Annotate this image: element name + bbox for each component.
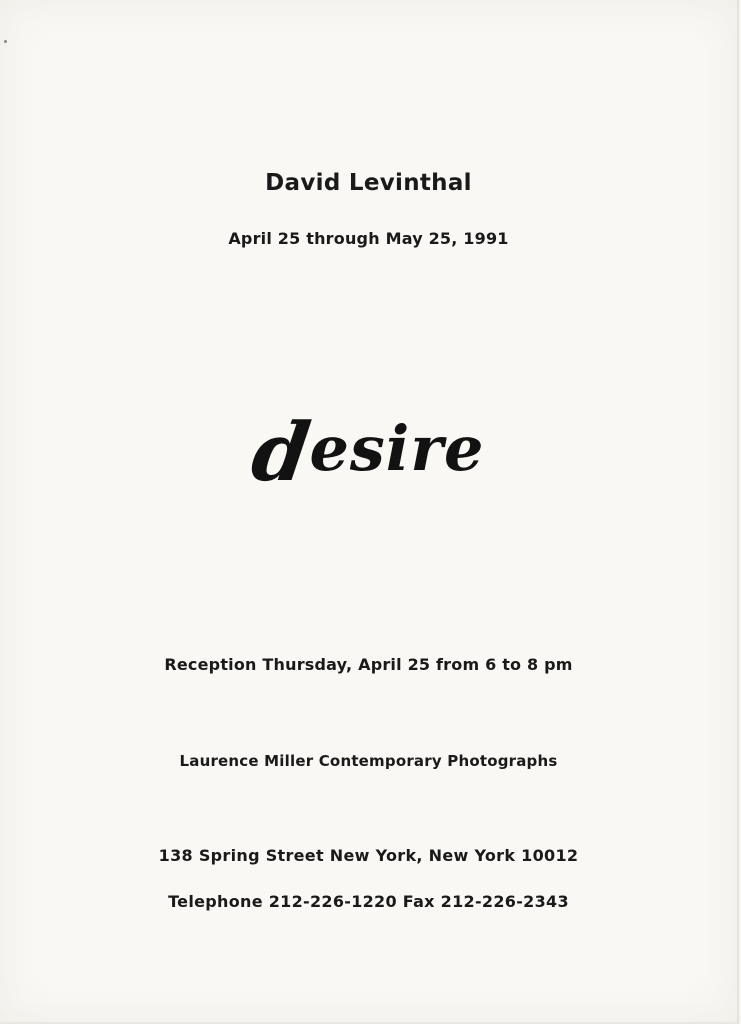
gallery-phone: Telephone 212-226-1220 Fax 212-226-2343	[168, 892, 569, 911]
exhibition-title	[0, 395, 737, 499]
gallery-address: 138 Spring Street New York, New York 10012	[158, 846, 579, 865]
paper-speck	[4, 40, 7, 43]
artist-name: David Levinthal	[265, 170, 472, 196]
exhibition-title-initial: d	[245, 405, 317, 499]
gallery-name: Laurence Miller Contemporary Photographs	[179, 752, 558, 770]
exhibition-dates: April 25 through May 25, 1991	[228, 229, 509, 248]
exhibition-title-rest: esire	[309, 412, 485, 485]
reception-details: Reception Thursday, April 25 from 6 to 8 pm	[164, 655, 573, 674]
